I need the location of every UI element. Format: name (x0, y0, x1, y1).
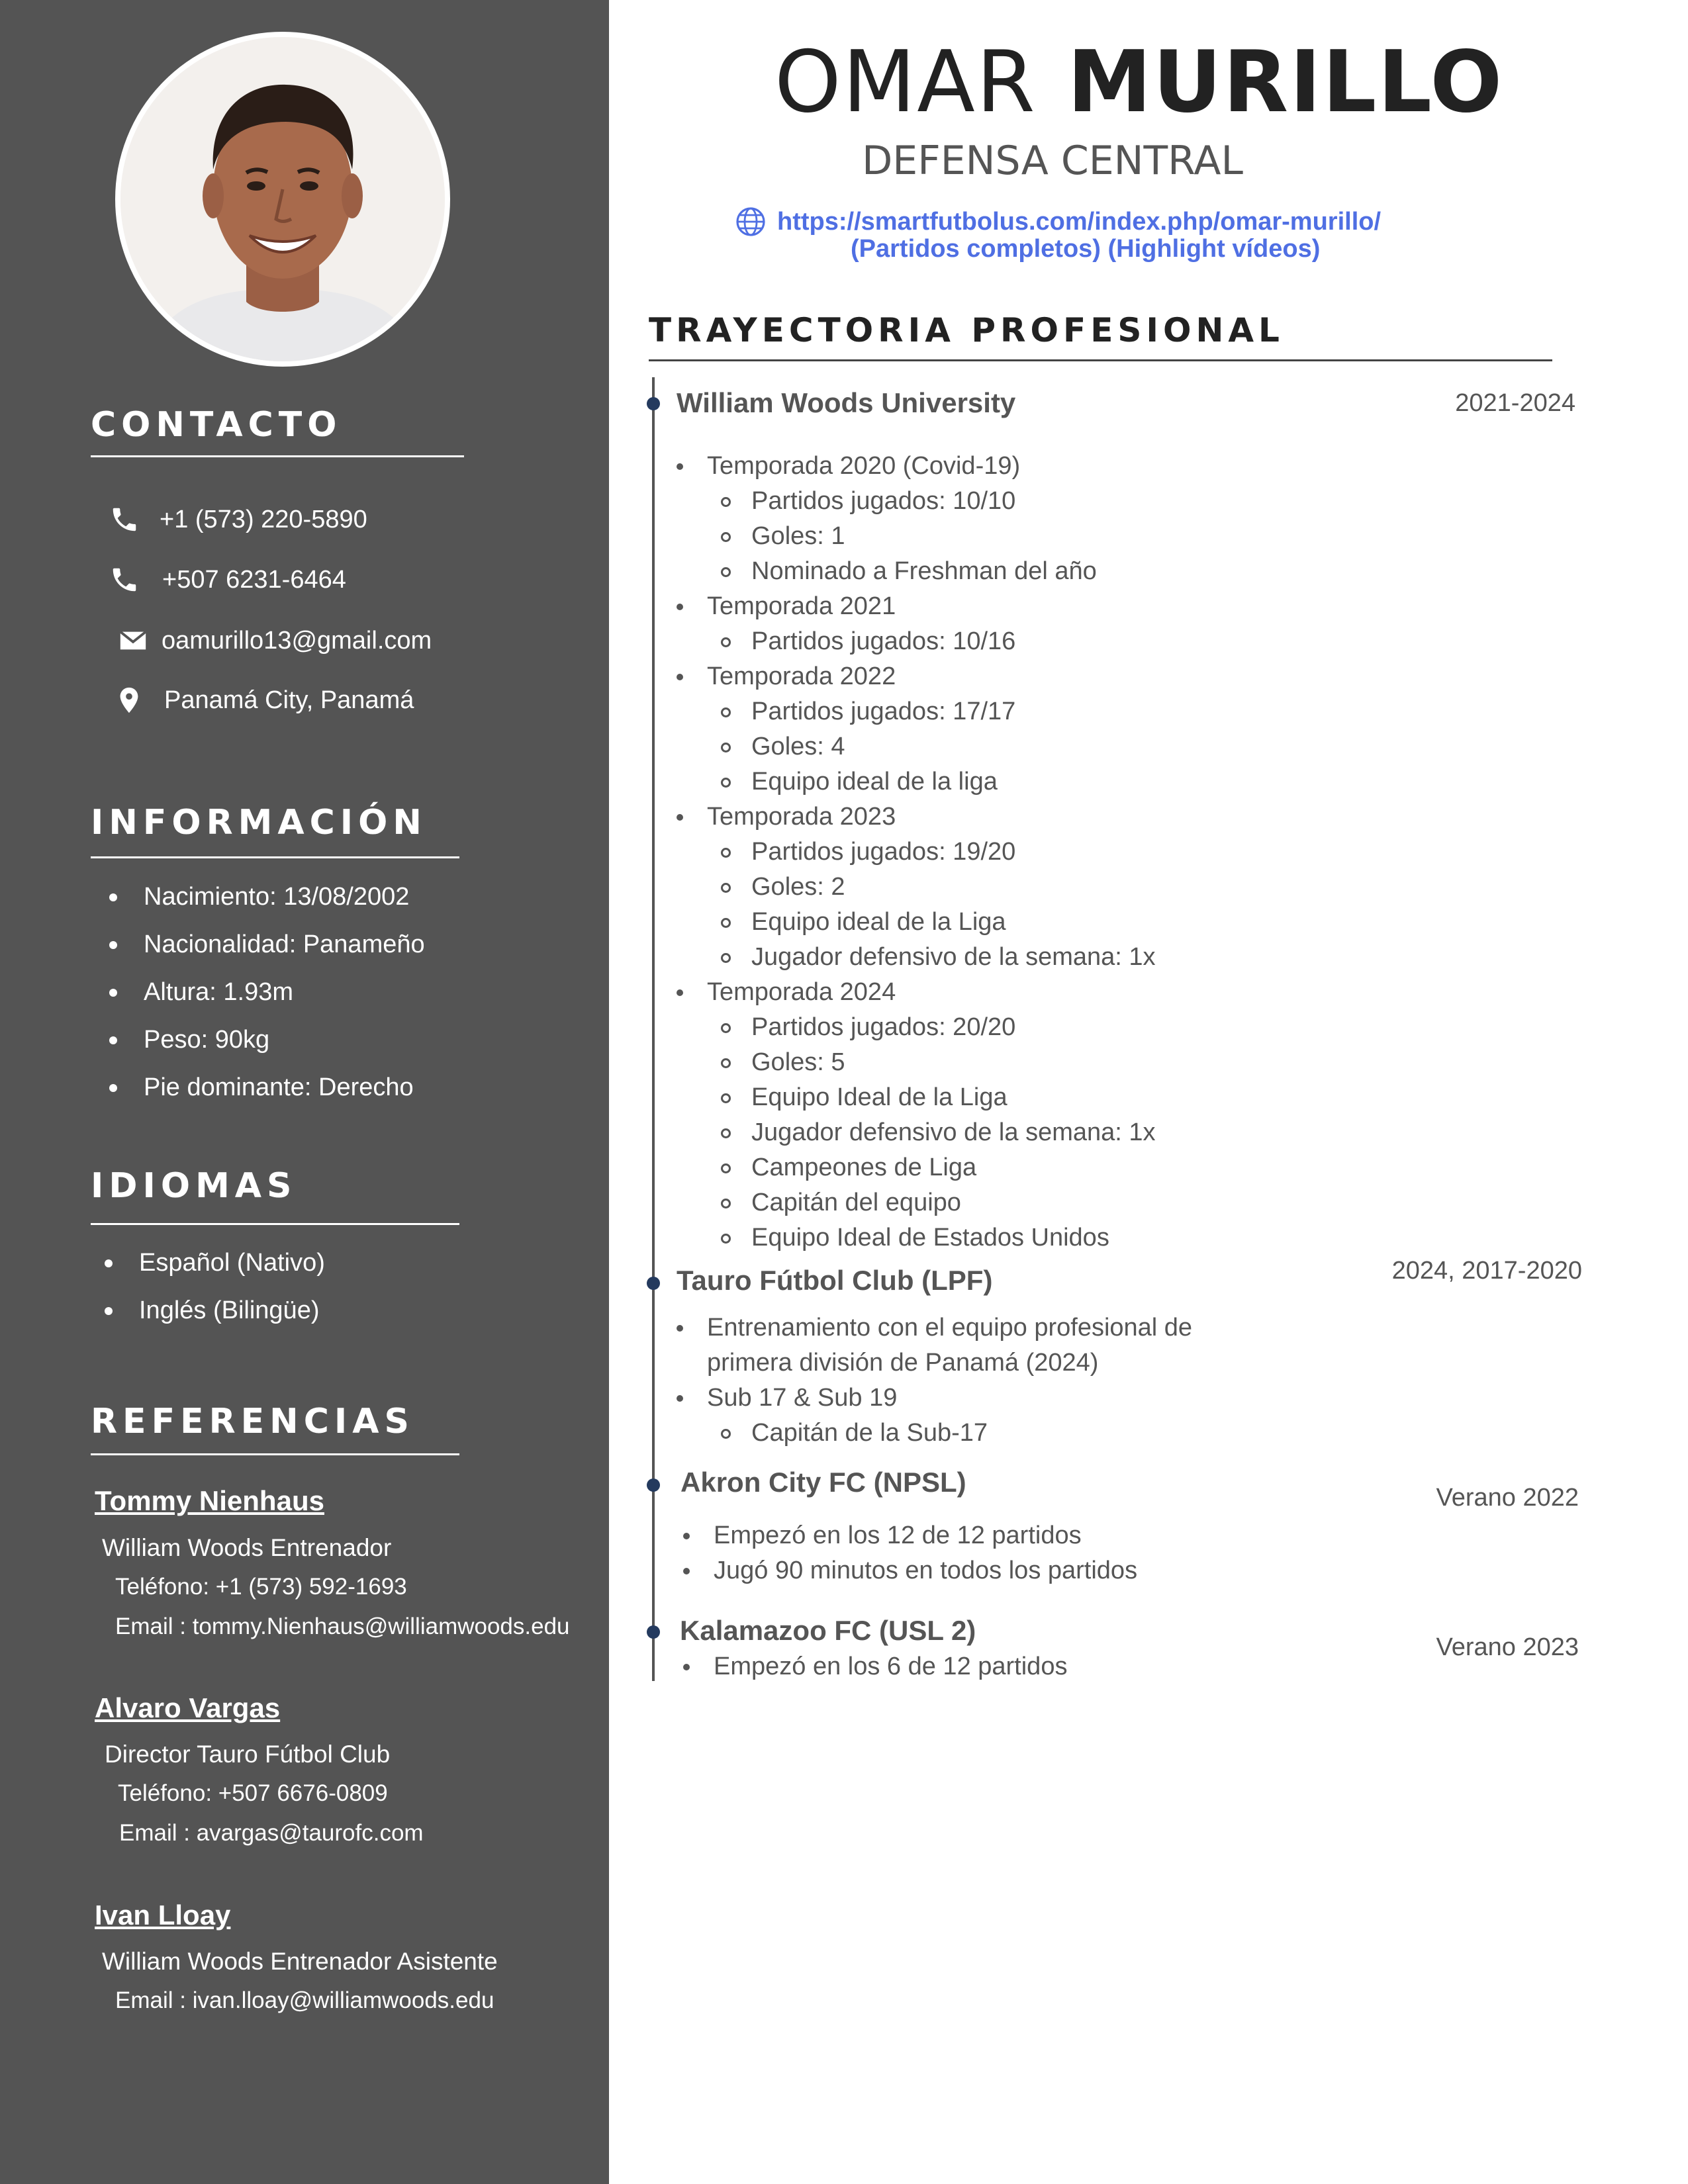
club-name: William Woods University (677, 387, 1016, 418)
info-item: Pie dominante: Derecho (109, 1064, 425, 1111)
reference-phone: Teléfono: +1 (573) 592-1693 (115, 1574, 407, 1600)
club-name: Akron City FC (NPSL) (680, 1467, 966, 1498)
achievement-item (677, 1381, 1230, 1451)
season-item (677, 799, 1156, 975)
phone-icon (109, 504, 140, 535)
season-label: Temporada 2022 (707, 662, 896, 690)
contact-phone-1-text: +1 (573) 220-5890 (160, 505, 367, 533)
timeline-dot (647, 397, 660, 410)
references-heading: REFERENCIAS (91, 1402, 414, 1441)
highlight-videos-link[interactable]: (Highlight vídeos) (1107, 235, 1321, 263)
club-achievements (677, 449, 1156, 1255)
career-divider (649, 359, 1552, 361)
info-item: Altura: 1.93m (109, 968, 425, 1016)
stat-item: Campeones de Liga (721, 1150, 1156, 1185)
achievement-item: Entrenamiento con el equipo profesional de primera división de Panamá (2024) (677, 1310, 1230, 1381)
timeline-dot (647, 1479, 660, 1492)
reference-phone: Teléfono: +507 6676-0809 (118, 1780, 388, 1806)
globe-icon (735, 206, 767, 238)
contact-phone-1 (109, 500, 367, 539)
club-name: Tauro Fútbol Club (LPF) (677, 1265, 993, 1296)
stat-item: Jugador defensivo de la semana: 1x (721, 940, 1156, 975)
stat-item: Goles: 4 (721, 729, 1156, 764)
language-item: Inglés (Bilingüe) (105, 1287, 325, 1334)
stat-item: Partidos jugados: 20/20 (721, 1010, 1156, 1045)
season-item (677, 449, 1156, 589)
reference-role: William Woods Entrenador (102, 1534, 392, 1561)
languages-divider (91, 1223, 459, 1225)
stat-item: Equipo Ideal de la Liga (721, 1080, 1156, 1115)
career-heading: TRAYECTORIA PROFESIONAL (649, 311, 1284, 349)
languages-list (105, 1239, 325, 1334)
club-period: Verano 2023 (1436, 1633, 1579, 1661)
reference-email: Email : ivan.lloay@williamwoods.edu (115, 1987, 494, 2013)
club-achievements (683, 1518, 1137, 1588)
timeline-dot (647, 1625, 660, 1639)
achievement-item: Empezó en los 12 de 12 partidos (683, 1518, 1137, 1553)
reference-name: Alvaro Vargas (95, 1692, 281, 1723)
info-item: Nacionalidad: Panameño (109, 921, 425, 968)
contact-phone-2-text: +507 6231-6464 (162, 565, 346, 594)
stat-item: Partidos jugados: 19/20 (721, 835, 1156, 870)
achievement-item: Empezó en los 6 de 12 partidos (683, 1649, 1067, 1684)
language-item: Español (Nativo) (105, 1239, 325, 1287)
contact-location (114, 680, 414, 720)
stat-item: Equipo ideal de la liga (721, 764, 1156, 799)
season-label: Temporada 2021 (707, 592, 896, 620)
stat-item: Jugador defensivo de la semana: 1x (721, 1115, 1156, 1150)
contact-email-text: oamurillo13@gmail.com (162, 626, 432, 655)
contact-email (118, 621, 432, 660)
reference-name: Ivan Lloay (95, 1899, 231, 1931)
club-achievements (677, 1310, 1230, 1451)
reference-role: William Woods Entrenador Asistente (102, 1948, 498, 1975)
stat-item: Goles: 1 (721, 519, 1156, 554)
club-period: Verano 2022 (1436, 1484, 1579, 1512)
sidebar (0, 0, 609, 2184)
candidate-name (774, 33, 1504, 132)
video-links-row (851, 235, 1320, 263)
info-heading: INFORMACIÓN (91, 803, 427, 842)
profile-photo (115, 32, 450, 367)
location-pin-icon (114, 685, 144, 715)
info-item: Nacimiento: 13/08/2002 (109, 873, 425, 921)
stat-item: Equipo Ideal de Estados Unidos (721, 1220, 1156, 1255)
info-item: Peso: 90kg (109, 1016, 425, 1064)
contact-heading: CONTACTO (91, 405, 342, 445)
contact-location-text: Panamá City, Panamá (164, 686, 414, 714)
stat-item: Partidos jugados: 10/10 (721, 484, 1156, 519)
contact-phone-2 (109, 560, 346, 600)
stat-item: Partidos jugados: 10/16 (721, 624, 1156, 659)
reference-email: Email : avargas@taurofc.com (119, 1820, 424, 1846)
reference-role: Director Tauro Fútbol Club (105, 1741, 391, 1768)
season-item (677, 975, 1156, 1255)
last-name: MURILLO (1067, 33, 1504, 132)
full-matches-link[interactable]: (Partidos completos) (851, 235, 1101, 263)
club-achievements (683, 1649, 1067, 1684)
mail-icon (118, 625, 148, 656)
info-list (109, 873, 425, 1111)
phone-icon (109, 565, 140, 595)
info-divider (91, 856, 459, 858)
season-label: Temporada 2024 (707, 978, 896, 1006)
profile-url-link[interactable]: https://smartfutbolus.com/index.php/omar-murillo/ (777, 207, 1382, 236)
season-label: Temporada 2020 (Covid-19) (707, 452, 1021, 480)
season-item (677, 659, 1156, 799)
player-portrait-icon (120, 37, 445, 361)
stat-item: Nominado a Freshman del año (721, 554, 1156, 589)
stat-item: Equipo ideal de la Liga (721, 905, 1156, 940)
club-period: 2024, 2017-2020 (1391, 1257, 1582, 1285)
reference-name: Tommy Nienhaus (95, 1485, 324, 1516)
achievement-label: Sub 17 & Sub 19 (707, 1384, 898, 1412)
references-divider (91, 1453, 459, 1455)
stat-item: Goles: 2 (721, 870, 1156, 905)
club-period: 2021-2024 (1455, 389, 1575, 417)
first-name: OMAR (774, 33, 1037, 132)
contact-divider (91, 455, 464, 457)
club-name: Kalamazoo FC (USL 2) (680, 1615, 976, 1646)
stat-item: Capitán del equipo (721, 1185, 1156, 1220)
timeline-dot (647, 1277, 660, 1290)
stat-item: Goles: 5 (721, 1045, 1156, 1080)
season-label: Temporada 2023 (707, 803, 896, 831)
stat-item: Capitán de la Sub-17 (721, 1416, 1230, 1451)
player-position: DEFENSA CENTRAL (862, 138, 1243, 184)
reference-email: Email : tommy.Nienhaus@williamwoods.edu (115, 1614, 570, 1639)
achievement-item: Jugó 90 minutos en todos los partidos (683, 1553, 1137, 1588)
languages-heading: IDIOMAS (91, 1166, 297, 1206)
stat-item: Partidos jugados: 17/17 (721, 694, 1156, 729)
season-item (677, 589, 1156, 659)
